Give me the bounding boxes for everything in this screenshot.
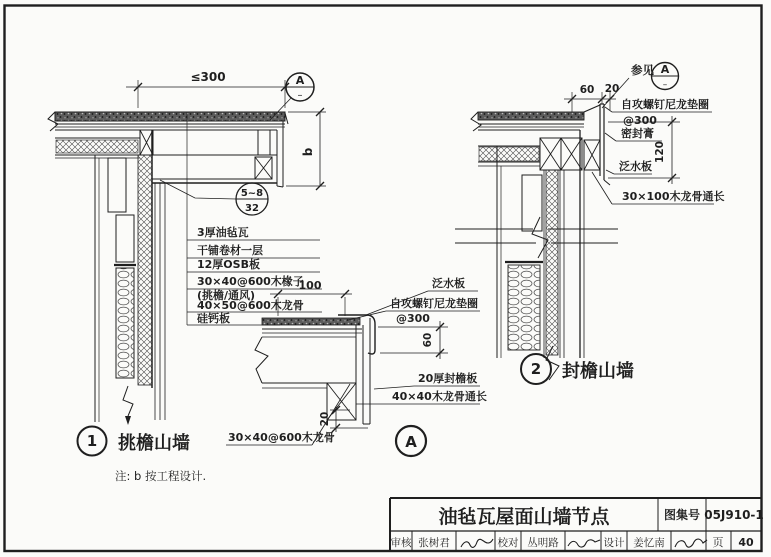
callout-dash-a2: – [662, 80, 668, 90]
audit-label: 审核 [390, 537, 412, 549]
label-flashing-2: 泛水板 [619, 160, 652, 173]
label-stud-a: 30×40@600木龙骨 [228, 431, 335, 444]
view-title-1: 挑檐山墙 [118, 433, 190, 454]
signature-scribble-check [568, 540, 600, 547]
label-joist-2: 30×100木龙骨通长 [622, 190, 725, 203]
layer-label-3: 12厚OSB板 [197, 258, 260, 271]
label-flashing-a: 泛水板 [432, 277, 465, 290]
dim-120: 120 [654, 141, 666, 163]
detailA-drawing [255, 315, 375, 424]
layer-label-6: 40×50@600木龙骨 [197, 299, 304, 312]
page-label: 页 [712, 536, 724, 549]
note-text: 注: b 按工程设计. [115, 469, 207, 483]
label-sealant: 密封膏 [621, 127, 654, 140]
layer-label-7: 硅钙板 [197, 312, 230, 325]
signature-scribble-design [675, 539, 707, 547]
view-number-1: 1 [86, 432, 98, 450]
callout-dash-a1: – [297, 90, 303, 101]
dim-b: b [301, 147, 315, 157]
atlas-number-label: 图集号 [663, 508, 701, 522]
dim-60-2: 60 [579, 84, 595, 96]
ref-bubble-top: 5~8 [240, 188, 264, 199]
label-screw-spacing-a: @300 [396, 312, 430, 325]
atlas-number-value: 05J910-1 [704, 508, 764, 522]
check-name: 丛明路 [527, 537, 559, 549]
signature-scribble-audit [461, 539, 493, 547]
layer-label-4: 30×40@600木椽子 [197, 275, 304, 288]
page-number: 40 [738, 536, 754, 549]
dim-20-2: 20 [604, 83, 620, 95]
dim-20-a: 20 [319, 411, 331, 427]
sheet-title: 油毡瓦屋面山墙节点 [438, 506, 610, 528]
dim-100: 100 [298, 279, 322, 292]
design-label: 设计 [603, 537, 625, 549]
layer-label-1: 3厚油毡瓦 [197, 226, 249, 239]
detail2-drawing [455, 104, 618, 380]
view-letter-a: A [405, 433, 417, 451]
title-block-texts [391, 505, 764, 549]
layer-label-5: (挑檐/通风) [197, 289, 256, 302]
label-screw-spacing-2: @300 [623, 114, 657, 127]
check-label: 校对 [497, 537, 519, 549]
label-screw-a: 自攻螺钉尼龙垫圈 [390, 297, 478, 310]
ref-bubble-bottom: 32 [245, 203, 259, 214]
label-joist-a: 40×40木龙骨通长 [392, 390, 487, 403]
layer-label-2: 干铺卷材一层 [197, 244, 263, 257]
callout-letter-a2: A [660, 63, 670, 76]
view-number-2: 2 [530, 360, 542, 378]
see-also-label: 参见 [631, 63, 654, 77]
dim-overhang: ≤300 [190, 70, 226, 84]
view-title-2: 封檐山墙 [562, 361, 634, 382]
callout-letter-a1: A [295, 74, 305, 87]
label-screw-2: 自攻螺钉尼龙垫圈 [621, 98, 709, 111]
label-fascia-board: 20厚封檐板 [418, 372, 478, 385]
audit-name: 张树君 [418, 537, 450, 549]
dim-60-a: 60 [422, 332, 434, 348]
design-name: 姜忆南 [633, 537, 665, 549]
